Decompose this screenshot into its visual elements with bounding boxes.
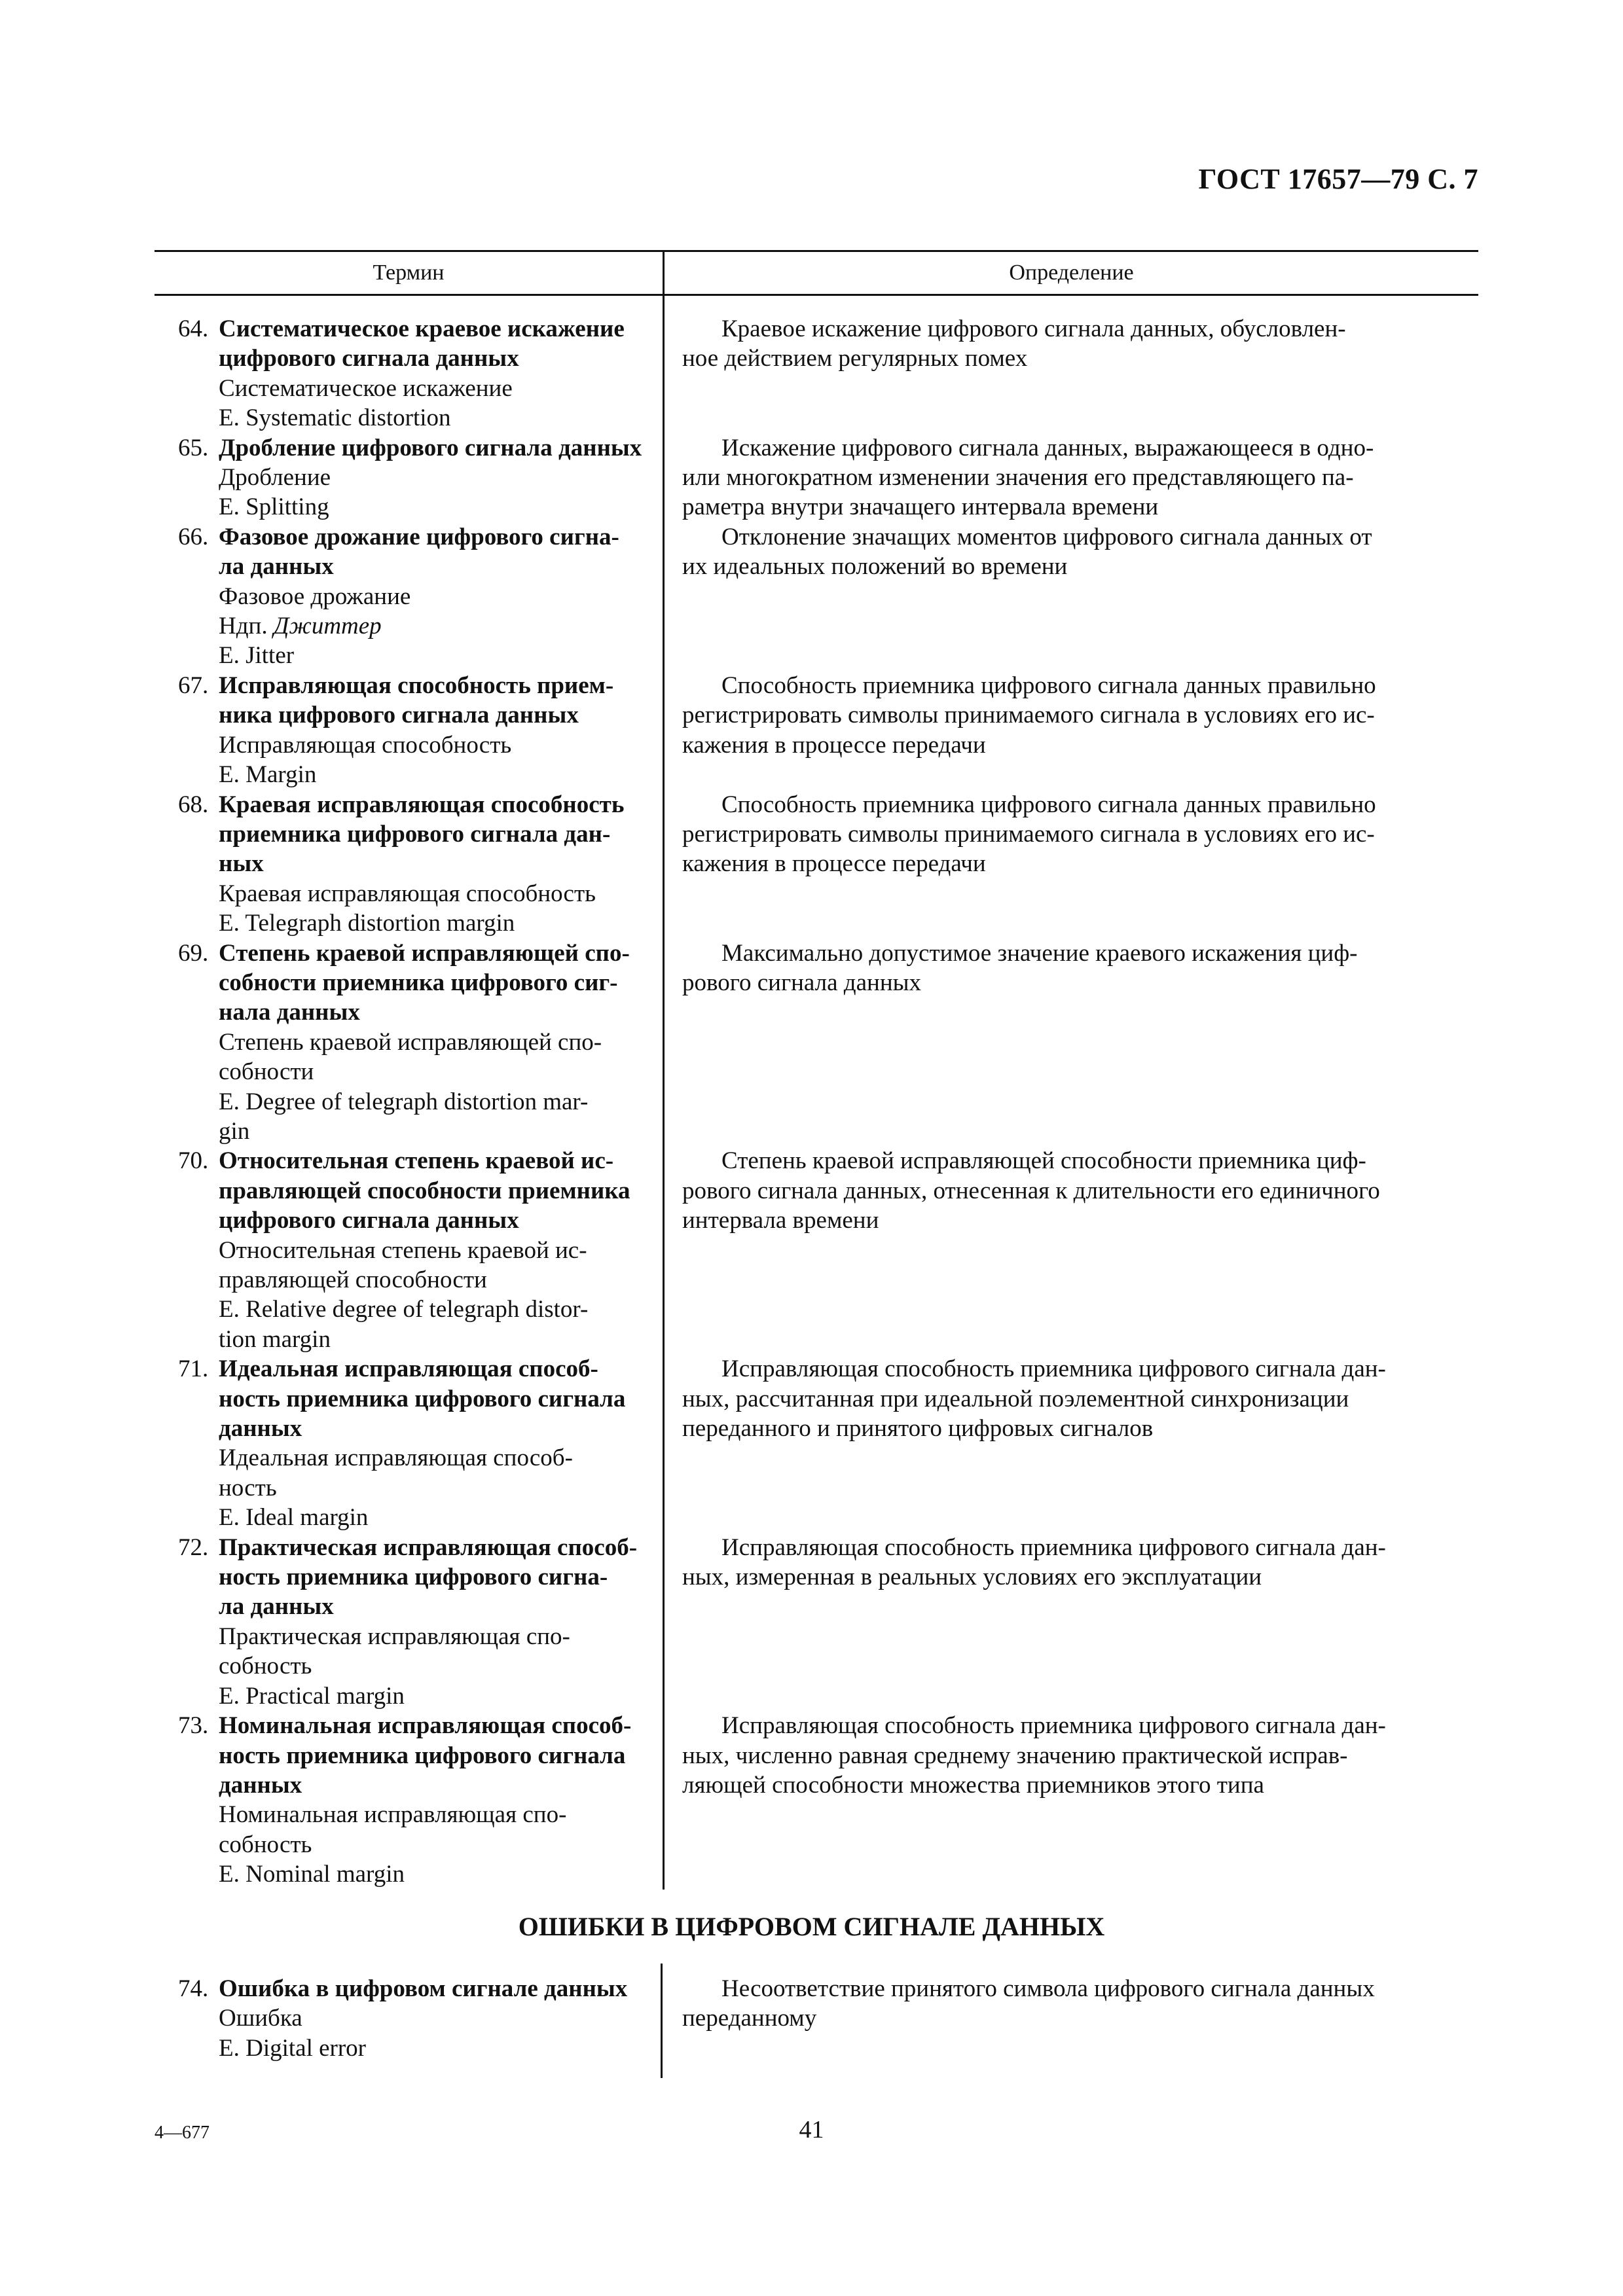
term-title: ла данных xyxy=(219,553,334,581)
term-synonym: Краевая исправляющая способность xyxy=(219,880,596,907)
page-header: ГОСТ 17657—79 С. 7 xyxy=(1198,163,1478,195)
table-row xyxy=(155,1711,1478,1889)
definition-line: Способность приемника цифрового сигнала данных правильно xyxy=(721,791,1376,818)
term-synonym: Исправляющая способность xyxy=(219,731,512,759)
definition-line: Способность приемника цифрового сигнала данных правильно xyxy=(721,672,1376,699)
term-synonym: правляющей способности xyxy=(219,1266,487,1293)
term-title: данных xyxy=(219,1415,302,1443)
term-title: ность приемника цифрового сигнала xyxy=(219,1742,626,1769)
term-title: Дробление цифрового сигнала данных xyxy=(219,434,642,461)
table-body xyxy=(155,296,1478,1890)
term-synonym: E. Ideal margin xyxy=(219,1504,369,1532)
terms-table xyxy=(155,250,1478,1890)
not-recommended-term: Джиттер xyxy=(273,613,382,640)
entry-definition xyxy=(663,671,1478,790)
term-synonym: Дробление xyxy=(219,464,331,492)
term-title: Систематическое краевое искажение xyxy=(219,315,625,342)
term-title: цифрового сигнала данных xyxy=(219,345,519,372)
term-synonym: E. Telegraph distortion margin xyxy=(219,910,515,937)
definition-line: Краевое искажение цифрового сигнала данных, обусловлен- xyxy=(721,315,1346,342)
term-synonym: Систематическое искажение xyxy=(219,374,513,402)
term-number: 69. xyxy=(178,939,209,967)
entry-term xyxy=(155,314,663,433)
term-title: ность приемника цифрового сигнала xyxy=(219,1385,626,1412)
terms-table-2 xyxy=(155,1964,1478,2078)
entry-definition xyxy=(663,522,1478,671)
term-title: ника цифрового сигнала данных xyxy=(219,702,579,729)
footer-code: 4—677 xyxy=(155,2123,210,2143)
table-row xyxy=(155,939,1478,1147)
entry-definition xyxy=(663,433,1478,522)
table-row xyxy=(155,671,1478,790)
term-synonym: Ошибка xyxy=(219,2005,302,2032)
section-title: ОШИБКИ В ЦИФРОВОМ СИГНАЛЕ ДАННЫХ xyxy=(518,1912,1105,1941)
term-title: Степень краевой исправляющей спо- xyxy=(219,939,630,967)
table-row xyxy=(155,433,1478,522)
definition-line: рового сигнала данных, отнесенная к длительности его единичного xyxy=(682,1177,1380,1204)
entry-term xyxy=(155,790,663,939)
definition-line: Несоответствие принятого символа цифрового сигнала данных xyxy=(721,1975,1375,2002)
entry-term xyxy=(155,1146,663,1354)
term-synonym: E. Degree of telegraph distortion mar- xyxy=(219,1088,589,1115)
table-row xyxy=(155,314,1478,433)
table-row xyxy=(155,790,1478,939)
term-number: 66. xyxy=(178,523,209,550)
term-synonym: gin xyxy=(219,1117,250,1145)
term-synonym: Степень краевой исправляющей спо- xyxy=(219,1028,602,1056)
definition-line: ных, рассчитанная при идеальной поэлементной синхронизации xyxy=(682,1385,1349,1412)
table-header-row xyxy=(155,250,1478,296)
term-title: нала данных xyxy=(219,999,360,1026)
entry-term xyxy=(155,433,663,522)
entry-definition xyxy=(663,1711,1478,1889)
definition-line: Отклонение значащих моментов цифрового сигнала данных от xyxy=(721,523,1372,550)
definition-line: Степень краевой исправляющей способности приемника циф- xyxy=(721,1147,1366,1175)
definition-line: переданному xyxy=(682,2005,817,2032)
term-title: Фазовое дрожание цифрового сигна- xyxy=(219,523,619,550)
term-number: 72. xyxy=(178,1534,209,1561)
term-synonym: собность xyxy=(219,1831,312,1858)
term-synonym: Номинальная исправляющая спо- xyxy=(219,1801,567,1829)
term-number: 64. xyxy=(178,315,209,342)
definition-line: ляющей способности множества приемников этого типа xyxy=(682,1771,1264,1799)
definition-line: или многократном изменении значения его представляющего па- xyxy=(682,464,1354,492)
term-synonym: Относительная степень краевой ис- xyxy=(219,1236,587,1264)
term-number: 65. xyxy=(178,434,209,461)
page-number: 41 xyxy=(799,2116,824,2144)
entry-term xyxy=(155,1354,663,1532)
term-not-recommended: Ндп. Джиттер xyxy=(219,613,382,640)
table-row xyxy=(155,1354,1478,1532)
entry-term-74 xyxy=(155,1964,663,2078)
column-header-definition: Определение xyxy=(1009,260,1134,285)
definition-line: ных, численно равная среднему значению практической исправ- xyxy=(682,1742,1348,1769)
term-synonym: Практическая исправляющая спо- xyxy=(219,1623,570,1650)
term-number: 71. xyxy=(178,1355,209,1383)
table-row xyxy=(155,522,1478,671)
term-synonym: Идеальная исправляющая способ- xyxy=(219,1444,573,1472)
term-number: 67. xyxy=(178,672,209,699)
definition-line: ных, измеренная в реальных условиях его эксплуатации xyxy=(682,1564,1262,1591)
term-title: Краевая исправляющая способность xyxy=(219,791,625,818)
term-synonym: E. Systematic distortion xyxy=(219,404,451,432)
term-number: 74. xyxy=(178,1975,209,2002)
entry-definition xyxy=(663,1533,1478,1711)
definition-line: рового сигнала данных xyxy=(682,969,922,996)
term-english: E. Digital error xyxy=(219,2034,366,2062)
term-title: собности приемника цифрового сиг- xyxy=(219,969,618,996)
term-synonym: Фазовое дрожание xyxy=(219,583,411,610)
term-title: приемника цифрового сигнала дан- xyxy=(219,820,611,848)
entry-definition xyxy=(663,1354,1478,1532)
term-title: Практическая исправляющая способ- xyxy=(219,1534,638,1561)
term-number: 68. xyxy=(178,791,209,818)
term-title: цифрового сигнала данных xyxy=(219,1207,519,1234)
term-title: Идеальная исправляющая способ- xyxy=(219,1355,598,1383)
term-synonym: tion margin xyxy=(219,1325,331,1353)
term-title: Исправляющая способность прием- xyxy=(219,672,614,699)
table-row xyxy=(155,1533,1478,1711)
definition-line: Максимально допустимое значение краевого искажения циф- xyxy=(721,939,1358,967)
term-synonym: E. Practical margin xyxy=(219,1682,405,1710)
definition-line: регистрировать символы принимаемого сигнала в условиях его ис- xyxy=(682,702,1375,729)
term-synonym: E. Splitting xyxy=(219,493,329,521)
entry-term xyxy=(155,1533,663,1711)
entry-definition xyxy=(663,314,1478,433)
definition-line: регистрировать символы принимаемого сигнала в условиях его ис- xyxy=(682,820,1375,848)
entry-term xyxy=(155,522,663,671)
term-title: Номинальная исправляющая способ- xyxy=(219,1712,632,1740)
term-synonym: E. Relative degree of telegraph distor- xyxy=(219,1296,589,1323)
term-synonym: собности xyxy=(219,1058,314,1086)
term-title: ных xyxy=(219,850,264,878)
definition-line: Исправляющая способность приемника цифрового сигнала дан- xyxy=(721,1355,1386,1383)
term-title: правляющей способности приемника xyxy=(219,1177,630,1204)
term-synonym: E. Jitter xyxy=(219,642,295,670)
entry-term xyxy=(155,1711,663,1889)
entry-term xyxy=(155,939,663,1147)
definition-line: интервала времени xyxy=(682,1207,879,1234)
term-title: данных xyxy=(219,1771,302,1799)
term-synonym: E. Nominal margin xyxy=(219,1861,405,1888)
entry-definition xyxy=(663,1146,1478,1354)
definition-line: их идеальных положений во времени xyxy=(682,553,1068,581)
term-number: 70. xyxy=(178,1147,209,1175)
definition-line: переданного и принятого цифровых сигналов xyxy=(682,1415,1154,1443)
term-synonym: ность xyxy=(219,1474,277,1501)
definition-line: кажения в процессе передачи xyxy=(682,850,986,878)
term-title: Относительная степень краевой ис- xyxy=(219,1147,614,1175)
column-divider xyxy=(663,296,665,1890)
entry-definition-74 xyxy=(663,1964,1478,2078)
term-number: 73. xyxy=(178,1712,209,1740)
column-header-term: Термин xyxy=(155,252,665,294)
definition-line: Исправляющая способность приемника цифрового сигнала дан- xyxy=(721,1712,1386,1740)
entry-term xyxy=(155,671,663,790)
table-row xyxy=(155,1146,1478,1354)
term-title: ность приемника цифрового сигна- xyxy=(219,1564,608,1591)
definition-line: раметра внутри значащего интервала времени xyxy=(682,493,1159,521)
definition-line: Исправляющая способность приемника цифрового сигнала дан- xyxy=(721,1534,1386,1561)
entry-definition xyxy=(663,790,1478,939)
term-synonym: E. Margin xyxy=(219,761,317,789)
term-title: Ошибка в цифровом сигнале данных xyxy=(219,1975,628,2002)
entry-definition xyxy=(663,939,1478,1147)
definition-line: кажения в процессе передачи xyxy=(682,731,986,759)
term-synonym: собность xyxy=(219,1653,312,1680)
definition-line: Искажение цифрового сигнала данных, выражающееся в одно- xyxy=(721,434,1374,461)
term-title: ла данных xyxy=(219,1593,334,1621)
definition-line: ное действием регулярных помех xyxy=(682,345,1028,372)
